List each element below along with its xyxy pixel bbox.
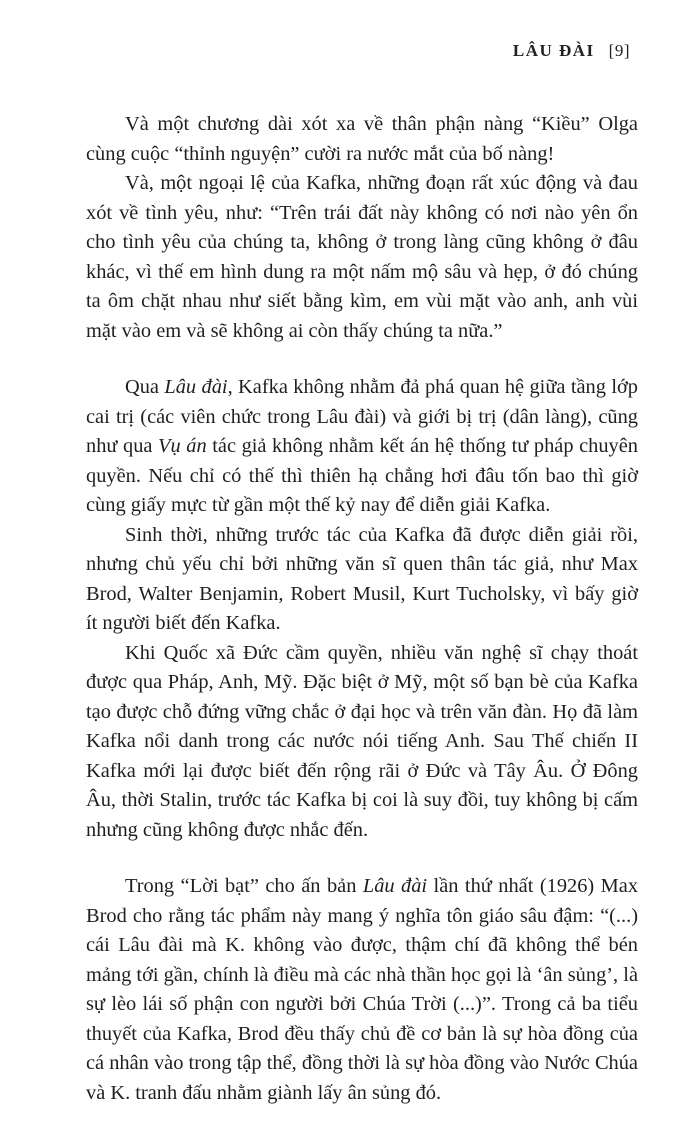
paragraph-text: tác giả không nhằm kết án hệ thống tư pháp chuyên quyền. Nếu chỉ có thế thì thiên hạ chẳng hơi đâu tốn bao thì giờ cùng giấy mực từ gần một thế kỷ nay để diễn giải Kafka. <box>86 435 638 516</box>
paragraph-text: , Kafka không nhằm đả phá quan hệ giữa tầng lớp cai trị (các viên chức trong Lâu đài) và giới bị trị (dân làng), cũng như qua <box>86 376 638 457</box>
paragraph-text: Trong “Lời bạt” cho ấn bản <box>125 875 363 897</box>
book-title-italic: Vụ án <box>158 435 207 457</box>
paragraph: Và, một ngoại lệ của Kafka, những đoạn rất xúc động và đau xót về tình yêu, như: “Trên trái đất này không có nơi nào yên ổn cho tình yêu của chúng ta, không ở trong làng cũng không ở đâu khác, vì thế em hình dung ra một nấm mộ sâu và hẹp, ở đó chúng ta ôm chặt nhau như siết bằng kìm, em vùi mặt vào anh, anh vùi mặt vào em và sẽ không ai còn thấy chúng ta nữa.” <box>86 172 638 342</box>
running-header <box>513 41 630 61</box>
running-header-title: LÂU ĐÀI <box>512 41 595 60</box>
page-number: [9] <box>608 41 630 60</box>
paragraph: Khi Quốc xã Đức cầm quyền, nhiều văn nghệ sĩ chạy thoát được qua Pháp, Anh, Mỹ. Đặc biệt ở Mỹ, một số bạn bè của Kafka tạo được chỗ đứng vững chắc ở đại học và trên văn đàn. Họ đã làm Kafka nổi danh trong các nước nói tiếng Anh. Sau Thế chiến II Kafka mới lại được biết đến rộng rãi ở Đức và Tây Âu. Ở Đông Âu, thời Stalin, trước tác Kafka bị coi là suy đồi, tuy không bị cấm nhưng cũng không được nhắc đến. <box>86 641 638 841</box>
paragraph <box>86 373 638 521</box>
book-title-italic: Lâu đài <box>164 376 228 398</box>
body-text <box>86 110 638 1108</box>
paragraph-text: Qua <box>125 376 165 398</box>
paragraph: Và một chương dài xót xa về thân phận nàng “Kiều” Olga cùng cuộc “thỉnh nguyện” cười ra nước mắt của bố nàng! <box>86 113 638 165</box>
paragraph: Sinh thời, những trước tác của Kafka đã được diễn giải rồi, nhưng chủ yếu chỉ bởi những văn sĩ quen thân tác giả, như Max Brod, Walter Benjamin, Robert Musil, Kurt Tucholsky, vì bấy giờ ít người biết đến Kafka. <box>86 523 638 634</box>
paragraph-text: lần thứ nhất (1926) Max Brod cho rằng tác phẩm này mang ý nghĩa tôn giáo sâu đậm: “(...) cái Lâu đài mà K. không vào được, thậm chí đã không thể bén mảng tới gần, chính là điều mà các nhà thần học gọi là ‘ân sủng’, là sự lèo lái số phận con người bởi Chúa Trời (...)”. Trong cả ba tiểu thuyết của Kafka, Brod đều thấy chủ đề cơ bản là sự hòa đồng của cá nhân vào trong tập thể, đồng thời là sự hòa đồng vào Nước Chúa và K. tranh đấu nhằm giành lấy ân sủng đó. <box>86 875 639 1104</box>
paragraph <box>86 872 638 1108</box>
book-title-italic: Lâu đài <box>362 875 428 897</box>
